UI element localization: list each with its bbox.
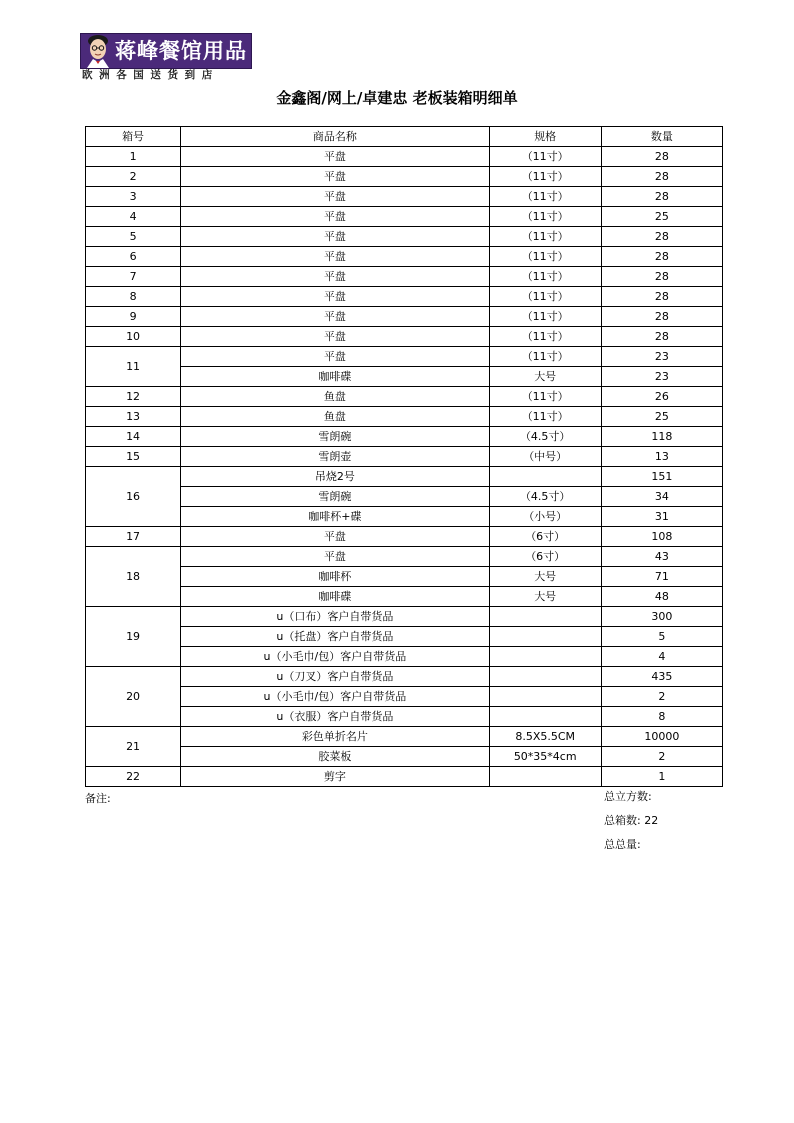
quantity-cell: 23 [601, 347, 722, 367]
specification-cell: （中号） [489, 447, 601, 467]
chef-portrait-icon [83, 34, 113, 68]
box-number-cell: 10 [86, 327, 181, 347]
table-row [86, 707, 723, 727]
total-quantity: 总总量: [604, 838, 641, 851]
product-name-cell: u（刀叉）客户自带货品 [181, 667, 489, 687]
product-name-cell: 雪朗碗 [181, 427, 489, 447]
quantity-cell: 1 [601, 767, 722, 787]
table-row [86, 307, 723, 327]
quantity-cell: 28 [601, 147, 722, 167]
specification-cell: （11寸） [489, 307, 601, 327]
specification-cell [489, 467, 601, 487]
table-row [86, 487, 723, 507]
specification-cell: （11寸） [489, 267, 601, 287]
specification-cell: （11寸） [489, 287, 601, 307]
quantity-cell: 31 [601, 507, 722, 527]
specification-cell: 大号 [489, 367, 601, 387]
box-number-cell: 22 [86, 767, 181, 787]
quantity-cell: 34 [601, 487, 722, 507]
product-name-cell: 咖啡碟 [181, 367, 489, 387]
quantity-cell: 48 [601, 587, 722, 607]
specification-cell [489, 707, 601, 727]
header-specification: 规格 [489, 127, 601, 147]
summary-block [604, 789, 658, 861]
product-name-cell: u（衣服）客户自带货品 [181, 707, 489, 727]
product-name-cell: 平盘 [181, 347, 489, 367]
table-row [86, 427, 723, 447]
product-name-cell: 平盘 [181, 527, 489, 547]
product-name-cell: 剪字 [181, 767, 489, 787]
product-name-cell: 平盘 [181, 327, 489, 347]
document-title: 金鑫阁/网上/卓建忠 老板装箱明细单 [276, 89, 518, 107]
product-name-cell: 雪朗碗 [181, 487, 489, 507]
product-name-cell: 平盘 [181, 267, 489, 287]
quantity-cell: 23 [601, 367, 722, 387]
specification-cell [489, 687, 601, 707]
table-header-row [86, 127, 723, 147]
box-number-cell: 16 [86, 467, 181, 527]
quantity-cell: 5 [601, 627, 722, 647]
box-number-cell: 4 [86, 207, 181, 227]
table-row [86, 387, 723, 407]
box-number-cell: 5 [86, 227, 181, 247]
table-row [86, 227, 723, 247]
table-row [86, 207, 723, 227]
table-row [86, 647, 723, 667]
box-number-cell: 2 [86, 167, 181, 187]
specification-cell: （小号） [489, 507, 601, 527]
table-row [86, 667, 723, 687]
logo-brand-name: 蒋峰餐馆用品 [115, 39, 247, 63]
remark-label: 备注: [85, 792, 111, 805]
packing-list-body [86, 147, 723, 787]
specification-cell: 大号 [489, 587, 601, 607]
table-row [86, 567, 723, 587]
product-name-cell: 吊烧2号 [181, 467, 489, 487]
quantity-cell: 28 [601, 327, 722, 347]
quantity-cell: 28 [601, 267, 722, 287]
quantity-cell: 28 [601, 227, 722, 247]
quantity-cell: 71 [601, 567, 722, 587]
specification-cell: （11寸） [489, 167, 601, 187]
box-number-cell: 3 [86, 187, 181, 207]
box-number-cell: 14 [86, 427, 181, 447]
product-name-cell: 彩色单折名片 [181, 727, 489, 747]
product-name-cell: 平盘 [181, 547, 489, 567]
table-row [86, 607, 723, 627]
product-name-cell: 鱼盘 [181, 407, 489, 427]
specification-cell: 大号 [489, 567, 601, 587]
quantity-cell: 25 [601, 207, 722, 227]
table-row [86, 507, 723, 527]
box-number-cell: 11 [86, 347, 181, 387]
total-volume: 总立方数: [604, 790, 652, 803]
quantity-cell: 2 [601, 747, 722, 767]
specification-cell: （11寸） [489, 327, 601, 347]
table-row [86, 267, 723, 287]
table-row [86, 547, 723, 567]
box-number-cell: 1 [86, 147, 181, 167]
specification-cell: （11寸） [489, 347, 601, 367]
quantity-cell: 118 [601, 427, 722, 447]
specification-cell: （11寸） [489, 207, 601, 227]
specification-cell: 8.5X5.5CM [489, 727, 601, 747]
product-name-cell: 平盘 [181, 307, 489, 327]
specification-cell: （11寸） [489, 247, 601, 267]
quantity-cell: 28 [601, 287, 722, 307]
logo-tagline: 欧洲各国送货到店 [82, 69, 219, 81]
packing-list-table [85, 126, 723, 787]
table-row [86, 287, 723, 307]
company-logo [80, 33, 252, 83]
quantity-cell: 151 [601, 467, 722, 487]
product-name-cell: 咖啡杯+碟 [181, 507, 489, 527]
product-name-cell: 平盘 [181, 207, 489, 227]
box-number-cell: 19 [86, 607, 181, 667]
product-name-cell: 鱼盘 [181, 387, 489, 407]
table-row [86, 147, 723, 167]
product-name-cell: u（口布）客户自带货品 [181, 607, 489, 627]
specification-cell: （11寸） [489, 227, 601, 247]
quantity-cell: 8 [601, 707, 722, 727]
table-row [86, 327, 723, 347]
specification-cell [489, 607, 601, 627]
specification-cell: （11寸） [489, 387, 601, 407]
table-row [86, 527, 723, 547]
box-number-cell: 8 [86, 287, 181, 307]
quantity-cell: 13 [601, 447, 722, 467]
header-box-number: 箱号 [86, 127, 181, 147]
table-row [86, 747, 723, 767]
quantity-cell: 43 [601, 547, 722, 567]
table-row [86, 407, 723, 427]
specification-cell [489, 647, 601, 667]
quantity-cell: 28 [601, 307, 722, 327]
specification-cell: （4.5寸） [489, 487, 601, 507]
specification-cell: （6寸） [489, 527, 601, 547]
table-row [86, 247, 723, 267]
table-row [86, 727, 723, 747]
box-number-cell: 12 [86, 387, 181, 407]
specification-cell [489, 667, 601, 687]
header-product-name: 商品名称 [181, 127, 489, 147]
table-row [86, 767, 723, 787]
quantity-cell: 28 [601, 247, 722, 267]
product-name-cell: 平盘 [181, 167, 489, 187]
product-name-cell: 平盘 [181, 287, 489, 307]
quantity-cell: 26 [601, 387, 722, 407]
box-number-cell: 6 [86, 247, 181, 267]
product-name-cell: u（托盘）客户自带货品 [181, 627, 489, 647]
specification-cell: （4.5寸） [489, 427, 601, 447]
box-number-cell: 18 [86, 547, 181, 607]
table-row [86, 167, 723, 187]
logo-banner [80, 33, 252, 69]
quantity-cell: 435 [601, 667, 722, 687]
quantity-cell: 2 [601, 687, 722, 707]
specification-cell: （11寸） [489, 407, 601, 427]
total-boxes: 总箱数: 22 [604, 814, 659, 827]
product-name-cell: 平盘 [181, 227, 489, 247]
product-name-cell: 胶菜板 [181, 747, 489, 767]
quantity-cell: 4 [601, 647, 722, 667]
table-row [86, 367, 723, 387]
header-quantity: 数量 [601, 127, 722, 147]
product-name-cell: 平盘 [181, 247, 489, 267]
box-number-cell: 17 [86, 527, 181, 547]
quantity-cell: 28 [601, 187, 722, 207]
specification-cell: 50*35*4cm [489, 747, 601, 767]
product-name-cell: 咖啡杯 [181, 567, 489, 587]
product-name-cell: u（小毛巾/包）客户自带货品 [181, 687, 489, 707]
table-row [86, 467, 723, 487]
quantity-cell: 108 [601, 527, 722, 547]
product-name-cell: 雪朗壶 [181, 447, 489, 467]
table-row [86, 187, 723, 207]
specification-cell: （6寸） [489, 547, 601, 567]
specification-cell: （11寸） [489, 147, 601, 167]
box-number-cell: 21 [86, 727, 181, 767]
product-name-cell: u（小毛巾/包）客户自带货品 [181, 647, 489, 667]
box-number-cell: 9 [86, 307, 181, 327]
quantity-cell: 28 [601, 167, 722, 187]
quantity-cell: 300 [601, 607, 722, 627]
table-row [86, 627, 723, 647]
box-number-cell: 20 [86, 667, 181, 727]
product-name-cell: 咖啡碟 [181, 587, 489, 607]
table-row [86, 687, 723, 707]
quantity-cell: 25 [601, 407, 722, 427]
quantity-cell: 10000 [601, 727, 722, 747]
box-number-cell: 13 [86, 407, 181, 427]
specification-cell: （11寸） [489, 187, 601, 207]
table-row [86, 347, 723, 367]
product-name-cell: 平盘 [181, 147, 489, 167]
specification-cell [489, 767, 601, 787]
box-number-cell: 7 [86, 267, 181, 287]
product-name-cell: 平盘 [181, 187, 489, 207]
box-number-cell: 15 [86, 447, 181, 467]
specification-cell [489, 627, 601, 647]
table-row [86, 587, 723, 607]
table-row [86, 447, 723, 467]
